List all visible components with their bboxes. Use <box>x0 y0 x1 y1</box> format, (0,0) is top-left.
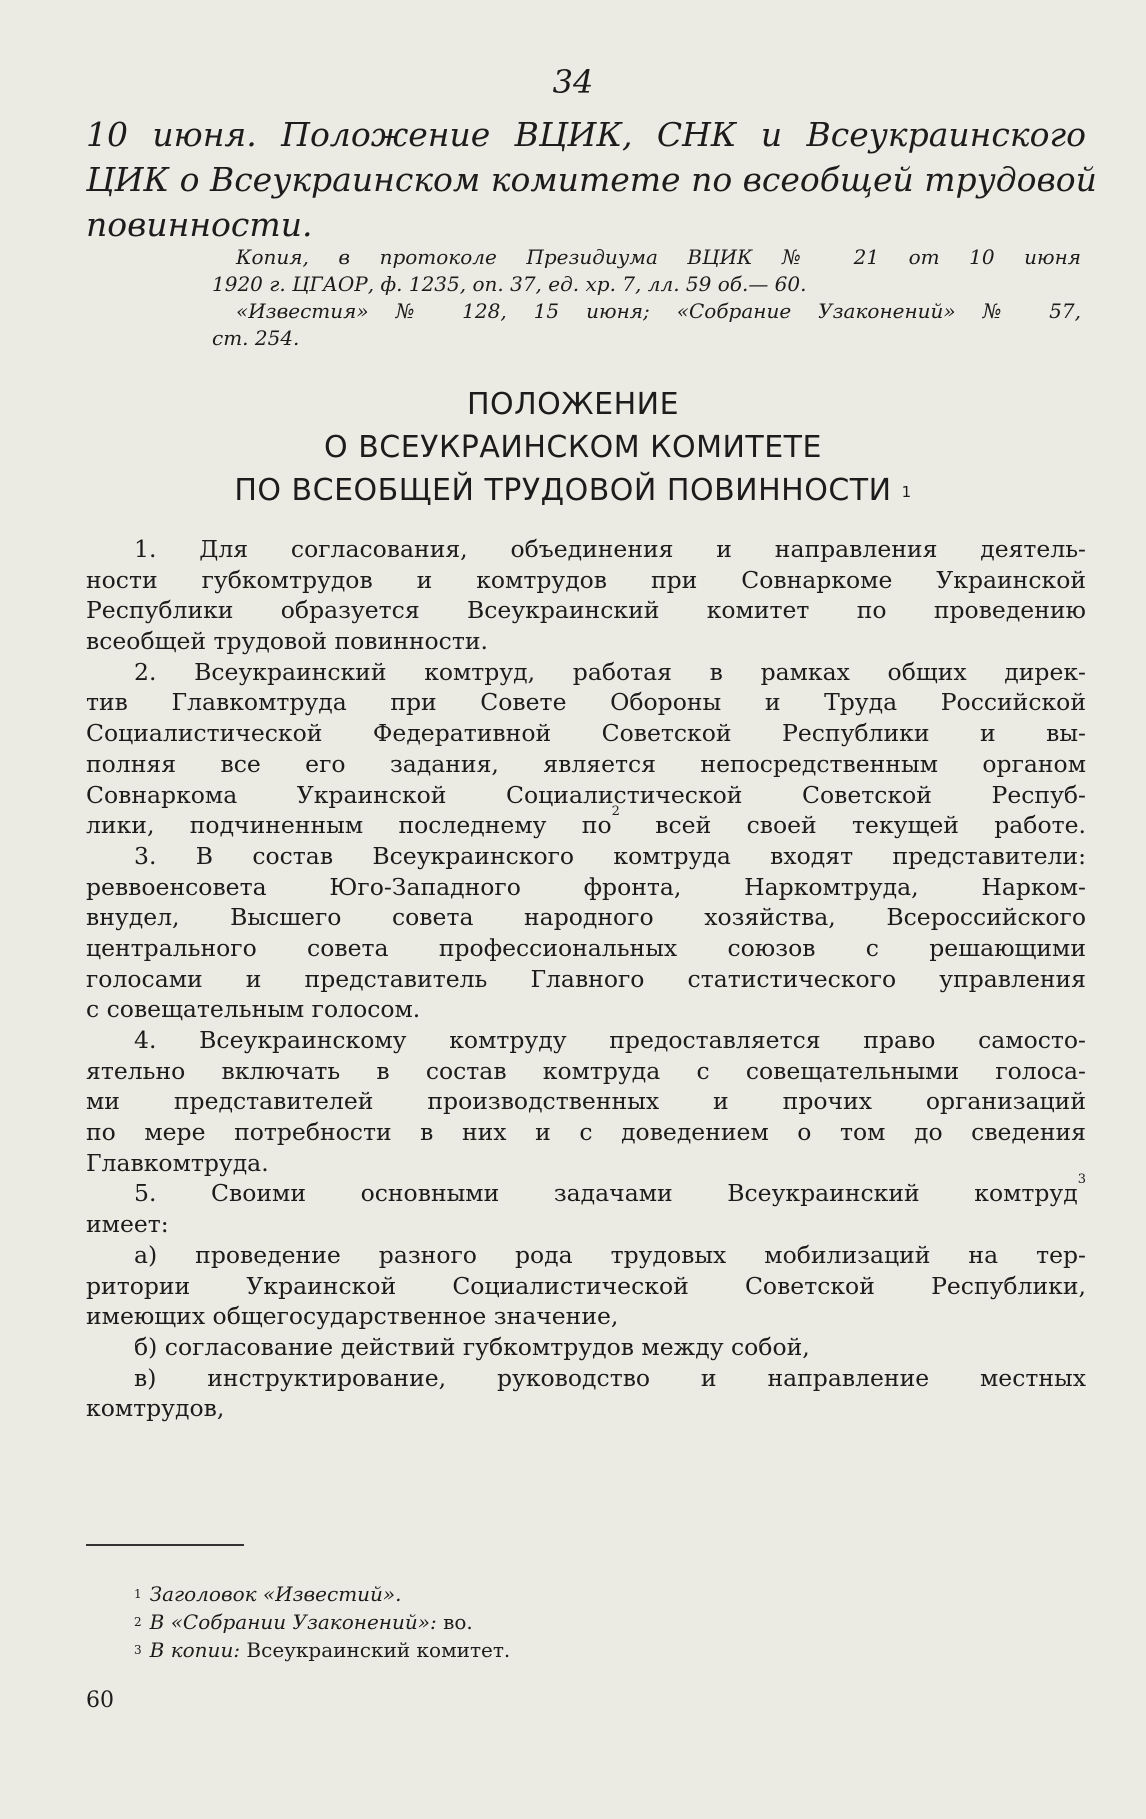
document-title <box>86 112 1097 247</box>
body-line: реввоенсовета Юго-Западного фронта, Наркомтруда, Нарком- <box>86 872 1086 901</box>
document-number: 34 <box>552 63 594 101</box>
title-line: повинности. <box>86 205 313 244</box>
body-line: с совещательным голосом. <box>86 995 421 1024</box>
body-line: всеобщей трудовой повинности. <box>86 627 488 656</box>
title-line: 10 июня. Положение ВЦИК, СНК и Всеукраинского <box>86 115 1086 154</box>
body-line: ятельно включать в состав комтруда с совещательными голоса- <box>86 1056 1086 1085</box>
footnotes <box>134 1580 510 1664</box>
heading-line-text: ПО ВСЕОБЩЕЙ ТРУДОВОЙ ПОВИННОСТИ <box>234 473 892 508</box>
body-line: в) инструктирование, руководство и направление местных <box>134 1363 1086 1392</box>
source-line: ст. 254. <box>212 326 300 350</box>
body-line: центрального совета профессиональных союзов с решающими <box>86 933 1086 962</box>
heading-line: О ВСЕУКРАИНСКОМ КОМИТЕТЕ <box>324 430 822 465</box>
body-line: голосами и представитель Главного статистического управления <box>86 964 1086 993</box>
footnote-number: 2 <box>134 1615 142 1629</box>
body-line: ности губкомтрудов и комтрудов при Совнаркоме Украинской <box>86 565 1086 594</box>
footnote-number: 1 <box>134 1587 142 1601</box>
body-line: ритории Украинской Социалистической Советской Республики, <box>86 1271 1086 1300</box>
body-line: тив Главкомтруда при Совете Обороны и Труда Российской <box>86 688 1086 717</box>
body-line-text: всей своей текущей работе. <box>655 811 1086 840</box>
body-line: внудел, Высшего совета народного хозяйства, Всероссийского <box>86 903 1086 932</box>
body-line <box>86 1172 1086 1209</box>
source-note <box>212 244 1081 352</box>
body-line: 3. В состав Всеукраинского комтруда входят представители: <box>134 841 1086 870</box>
body-line: 2. Всеукраинский комтруд, работая в рамках общих дирек- <box>134 657 1086 686</box>
footnote-text: Всеукраинский комитет. <box>246 1638 511 1662</box>
source-line: Копия, в протоколе Президиума ВЦИК № 21 от 10 июня <box>236 245 1081 269</box>
body-line: комтрудов, <box>86 1394 225 1423</box>
footnote <box>134 1608 510 1636</box>
body-line: Республики образуется Всеукраинский комитет по проведению <box>86 596 1086 625</box>
body-line: а) проведение разного рода трудовых мобилизаций на тер- <box>134 1240 1086 1269</box>
section-heading <box>0 383 1146 512</box>
body-line: имеющих общегосударственное значение, <box>86 1302 619 1331</box>
footnote <box>134 1580 510 1608</box>
footnote-number: 3 <box>134 1643 142 1657</box>
footnote-ref: 3 <box>1077 1172 1086 1188</box>
body-line: имеет: <box>86 1210 169 1239</box>
body-line: полняя все его задания, является непосредственным органом <box>86 749 1086 778</box>
body-line: Главкомтруда. <box>86 1148 269 1177</box>
body-line: 4. Всеукраинскому комтруду предоставляется право самосто- <box>134 1026 1086 1054</box>
title-line: ЦИК о Всеукраинском комитете по всеобщей трудовой <box>86 160 1097 199</box>
footnote-label: В «Собрании Узаконений»: <box>149 1610 437 1634</box>
footnote-text: во. <box>443 1610 473 1634</box>
body-line: б) согласование действий губкомтрудов между собой, <box>134 1332 810 1361</box>
body-line: ми представителей производственных и прочих организаций <box>86 1087 1086 1116</box>
footnote-ref: 2 <box>611 804 620 820</box>
source-line: 1920 г. ЦГАОР, ф. 1235, оп. 37, ед. хр. 7, лл. 59 об.— 60. <box>212 272 807 296</box>
body-line: Совнаркома Украинской Социалистической Советской Респуб- <box>86 780 1086 809</box>
body-line <box>86 804 1086 841</box>
footnote-label: В копии: <box>149 1638 241 1662</box>
body-text <box>86 534 1086 1424</box>
body-line-text: лики, подчиненным последнему по <box>86 811 612 840</box>
page-number: 60 <box>86 1688 114 1713</box>
source-line: «Известия» № 128, 15 июня; «Собрание Узаконений» № 57, <box>236 299 1081 323</box>
footnote-ref: 1 <box>901 483 912 501</box>
body-line: Социалистической Федеративной Советской Республики и вы- <box>86 719 1086 748</box>
body-line-text: 5. Своими основными задачами Всеукраинский комтруд <box>134 1179 1078 1208</box>
body-line: по мере потребности в них и с доведением о том до сведения <box>86 1118 1086 1147</box>
heading-line: ПОЛОЖЕНИЕ <box>466 387 680 422</box>
body-line: 1. Для согласования, объединения и направления деятель- <box>134 535 1086 563</box>
footnote-label: Заголовок «Известий». <box>149 1582 402 1606</box>
footnote <box>134 1636 510 1664</box>
heading-line <box>0 469 1146 512</box>
footnote-divider <box>86 1544 244 1546</box>
